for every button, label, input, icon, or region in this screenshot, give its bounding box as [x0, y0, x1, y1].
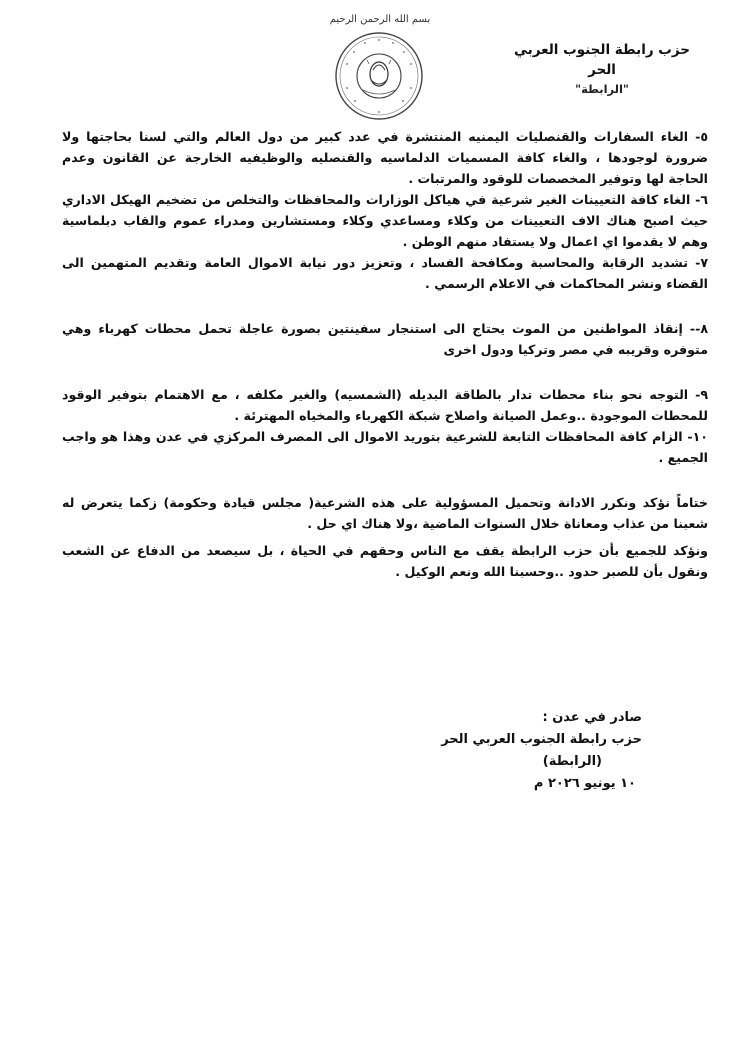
signature-block [382, 707, 642, 795]
signature-party-abbr: (الرابطة) [542, 754, 602, 769]
paragraph-item-6: ٦- الغاء كافة التعيينات الغير شرعية في هياكل الوزارات والمحافظات والتخلص من تضخيم الهيكل الاداري حيث اصبح هناك الاف التعيينات من وكلاء ومساعدي وكلاء ومستشارين ومدراء عموم والقاب دبلماسية وهم لا يقدموا اي اعمال ولا يستفاد منهم الوطن . [62, 192, 708, 249]
paragraph-item-10: ١٠- الزام كافة المحافظات التابعة للشرعية بتوريد الاموال الى المصرف المركزي في عدن وهذا هو واجب الجميع . [62, 429, 708, 465]
closing-paragraph: ختاماً نؤكد ونكرر الادانة وتحميل المسؤولية على هذه الشرعية( مجلس قيادة وحكومة) زكما يتعرض له شعبنا من عذاب ومعاناة خلال السنوات الماضية ،ولا هناك اي حل . [62, 495, 708, 531]
letterhead-party-name: حزب رابطة الجنوب العربي الحر [513, 42, 690, 78]
paragraph-item-7: ٧- تشديد الرقابة والمحاسبة ومكافحة الفساد ، وتعزيز دور نيابة الاموال العامة وتقديم المتهمين الى القضاء ونشر المحاكمات في الاعلام الرسمي . [62, 255, 708, 291]
paragraph-item-5: ٥- الغاء السفارات والقنصليات اليمنيه المنتشرة في عدد كبير من دول العالم والتي لسنا بحاجتها ولا ضرورة لوجودها ، والغاء كافة المسميات الدلماسيه والقنصليه والوظيفيه الخارجة عن القانون وعدم الحاجة لها وتوفير المخصصات للوقود والمرتبات . [62, 129, 708, 186]
basmala: بسم الله الرحمن الرحيم [329, 14, 431, 25]
letterhead-party-abbr: "الرابطة" [575, 82, 629, 96]
paragraph-item-9: ٩- التوجه نحو بناء محطات تدار بالطاقة البديله (الشمسيه) والغير مكلفه ، مع الاهتمام بتوفير الوقود للمحطات الموجودة ..وعمل الصيانة واصلاح شبكة الكهرباء والمخياه المهترئة . [62, 387, 708, 423]
party-seal-icon [333, 30, 425, 122]
document-body [62, 126, 708, 582]
signature-party-name: حزب رابطة الجنوب العربي الحر [441, 732, 642, 747]
affirmation-paragraph: ونؤكد للجميع بأن حزب الرابطة يقف مع الناس وحقهم في الحياة ، بل سيصعد من الدفاع عن الشعب ونقول بأن للصبر حدود ..وحسبنا الله ونعم الوكيل . [62, 543, 708, 579]
issued-in: صادر في عدن : [542, 710, 642, 725]
paragraph-item-8: ٨-- إنقاذ المواطنين من الموت يحتاج الى استنجار سفينتين بصورة عاجلة تحمل محطات كهرباء وهي متوفره وقريبه في مصر وتركيا ودول اخرى [62, 321, 708, 357]
issue-date: ١٠ يونيو ٢٠٢٦ م [533, 776, 636, 791]
letterhead [512, 40, 692, 98]
